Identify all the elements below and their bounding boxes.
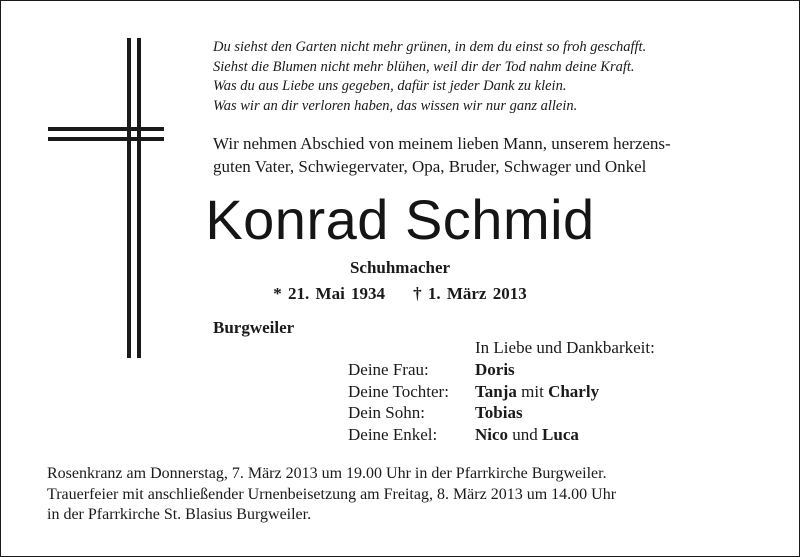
mourner-row: [348, 381, 599, 403]
relation-label: Dein Sohn:: [348, 403, 425, 422]
hometown: Burgweiler: [213, 318, 295, 337]
thanks-line: In Liebe und Dankbarkeit:: [475, 338, 655, 357]
service-line: Rosenkranz am Donnerstag, 7. März 2013 um 19.00 Uhr in der Pfarrkirche Burgweiler.: [47, 465, 607, 482]
mourner-name: Nico: [475, 424, 509, 444]
cross-icon-horizontal: [48, 127, 164, 141]
mourner-row: [348, 424, 599, 446]
life-dates: [1, 284, 799, 304]
poem-line: Du siehst den Garten nicht mehr grünen, in dem du einst so froh geschafft.: [213, 39, 647, 55]
intro-line: Wir nehmen Abschied von meinem lieben Mann, unserem herzens-: [213, 134, 671, 153]
service-info: [47, 464, 616, 526]
connector-word: und: [512, 424, 538, 444]
mourner-name: Luca: [542, 424, 579, 444]
birth-date: * 21. Mai 1934: [273, 284, 386, 303]
connector-word: mit: [521, 381, 544, 401]
relation-label: Deine Tochter:: [348, 381, 449, 401]
intro-line: guten Vater, Schwiegervater, Opa, Bruder, Schwager und Onkel: [213, 157, 647, 176]
intro-text: [213, 132, 671, 178]
mourner-row: [348, 359, 599, 381]
poem-line: Was du aus Liebe uns gegeben, dafür ist jeder Dank zu klein.: [213, 78, 567, 94]
poem-line: Siehst die Blumen nicht mehr blühen, weil dir der Tod nahm deine Kraft.: [213, 58, 635, 75]
service-line: in der Pfarrkirche St. Blasius Burgweiler.: [47, 506, 312, 523]
mourner-name: Charly: [548, 381, 600, 401]
mourner-row: [348, 402, 599, 424]
poem: [213, 38, 646, 116]
relation-label: Deine Enkel:: [348, 424, 438, 444]
deceased-name: Konrad Schmid: [205, 188, 595, 251]
mourners-list: [348, 359, 599, 445]
service-line: Trauerfeier mit anschließender Urnenbeisetzung am Freitag, 8. März 2013 um 14.00 Uhr: [47, 485, 617, 503]
cross-line: [48, 137, 164, 141]
death-date: † 1. März 2013: [413, 284, 527, 303]
poem-line: Was wir an dir verloren haben, das wissen wir nur ganz allein.: [213, 97, 578, 114]
mourner-name: Tanja: [475, 381, 517, 401]
cross-line: [48, 127, 164, 131]
mourner-name: Doris: [475, 360, 515, 379]
mourner-name: Tobias: [475, 403, 523, 422]
relation-label: Deine Frau:: [348, 360, 429, 379]
deceased-profession: Schuhmacher: [349, 258, 451, 277]
